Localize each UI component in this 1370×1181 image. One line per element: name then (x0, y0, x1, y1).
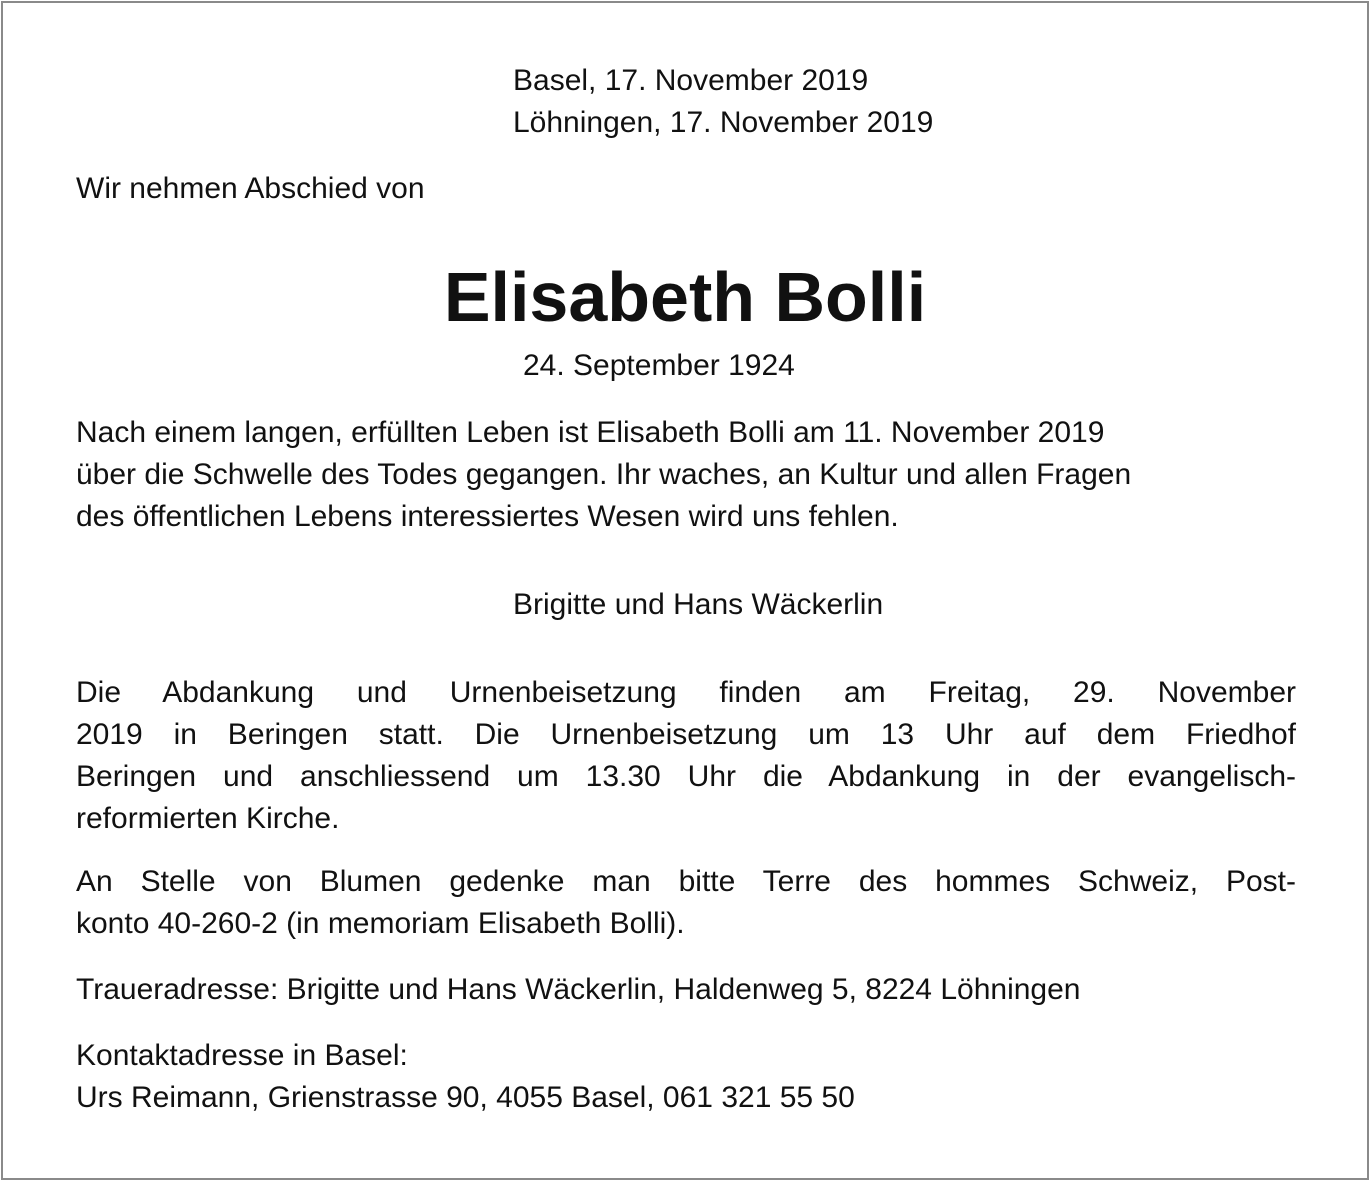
place-date-loehningen: Löhningen, 17. November 2019 (513, 106, 934, 139)
donation-line: konto 40-260-2 (in memoriam Elisabeth Bolli). (76, 907, 685, 940)
message-line: über die Schwelle des Todes gegangen. Ihr waches, an Kultur und allen Fragen (76, 458, 1132, 491)
message-line: des öffentlichen Lebens interessiertes Wesen wird uns fehlen. (76, 500, 899, 533)
place-date-basel: Basel, 17. November 2019 (513, 64, 869, 97)
donation-paragraph (76, 861, 1296, 945)
mourning-address (76, 969, 1296, 1011)
ceremony-line: 2019 in Beringen statt. Die Urnenbeisetzung um 13 Uhr auf dem Friedhof (76, 718, 1296, 751)
contact-label: Kontaktadresse in Basel: (76, 1039, 408, 1072)
deceased-name: Elisabeth Bolli (443, 258, 927, 336)
signers: Brigitte und Hans Wäckerlin (513, 588, 884, 621)
contact-address: Urs Reimann, Grienstrasse 90, 4055 Basel, 061 321 55 50 (76, 1081, 855, 1114)
ceremony-line: reformierten Kirche. (76, 802, 340, 835)
obituary-notice (1, 1, 1369, 1180)
ceremony-paragraph (76, 672, 1296, 840)
donation-line: An Stelle von Blumen gedenke man bitte Terre des hommes Schweiz, Post- (76, 865, 1296, 898)
message-line: Nach einem langen, erfüllten Leben ist Elisabeth Bolli am 11. November 2019 (76, 416, 1105, 449)
mourning-address-text: Traueradresse: Brigitte und Hans Wäckerlin, Haldenweg 5, 8224 Löhningen (76, 973, 1081, 1006)
birth-date: 24. September 1924 (523, 349, 795, 382)
ceremony-line: Die Abdankung und Urnenbeisetzung finden am Freitag, 29. November (76, 676, 1296, 709)
contact-block (76, 1035, 1296, 1119)
ceremony-line: Beringen und anschliessend um 13.30 Uhr die Abdankung in der evangelisch- (76, 760, 1296, 793)
intro-text: Wir nehmen Abschied von (76, 172, 425, 205)
place-date-block (513, 60, 933, 144)
message-paragraph (76, 412, 1296, 538)
